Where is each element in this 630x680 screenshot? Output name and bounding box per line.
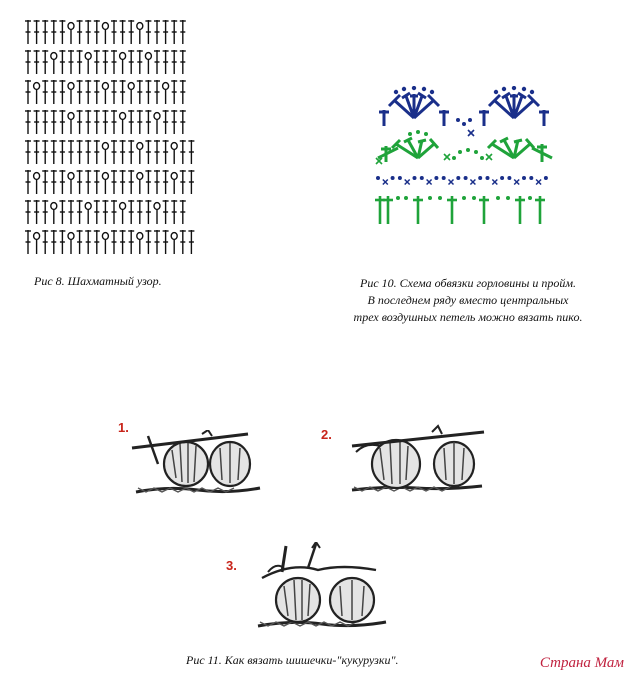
blue-chain-dot [434, 176, 438, 180]
blue-shell-right [479, 93, 549, 126]
chain-stitch-symbol [68, 83, 74, 104]
blue-shell-left [379, 93, 449, 126]
fig10-caption-line-1: Рис 10. Схема обвязки горловины и пройм. [359, 276, 577, 290]
popcorn-step-2-drawing [346, 424, 488, 496]
double-crochet-symbol [77, 50, 83, 74]
double-crochet-symbol [180, 170, 186, 194]
neckline-edging-chart [374, 86, 554, 234]
double-crochet-symbol [25, 110, 31, 134]
double-crochet-symbol [111, 140, 117, 164]
fig11-step-2-illustration [346, 424, 488, 496]
fig11-step-1-illustration [128, 430, 268, 496]
chain-stitch-symbol [34, 173, 40, 194]
popcorn-step-1-drawing [128, 430, 268, 496]
double-crochet-symbol [154, 170, 160, 194]
green-x-marks [376, 154, 492, 164]
double-crochet-symbol [85, 170, 91, 194]
double-crochet-symbol [25, 140, 31, 164]
double-crochet-symbol [51, 110, 57, 134]
double-crochet-symbol [120, 20, 126, 44]
double-crochet-symbol [163, 20, 169, 44]
blue-chain-dot [442, 176, 446, 180]
double-crochet-symbol [120, 170, 126, 194]
double-crochet-symbol [59, 170, 65, 194]
blue-chain-dot [529, 176, 533, 180]
double-crochet-symbol [25, 200, 31, 224]
blue-single-crochet-mark [405, 180, 410, 185]
fig11-caption: Рис 11. Как вязать шишечки-"кукурузки". [186, 653, 399, 667]
chessboard-pattern-chart [24, 18, 196, 258]
double-crochet-symbol [128, 230, 134, 254]
double-crochet-symbol [145, 140, 151, 164]
chain-stitch-symbol [68, 113, 74, 134]
double-crochet-symbol [25, 170, 31, 194]
double-crochet-symbol [68, 140, 74, 164]
double-crochet-symbol [111, 80, 117, 104]
double-crochet-symbol [59, 50, 65, 74]
blue-chain-dot [456, 176, 460, 180]
double-crochet-symbol [51, 80, 57, 104]
double-crochet-symbol [137, 110, 143, 134]
green-shell-left [378, 138, 438, 162]
blue-chain-dot [500, 176, 504, 180]
chain-stitch-symbol [68, 233, 74, 254]
double-crochet-symbol [94, 110, 100, 134]
chain-stitch-symbol [102, 173, 108, 194]
double-crochet-symbol [163, 110, 169, 134]
fig8-chart [24, 18, 196, 258]
chain-stitch-symbol [171, 233, 177, 254]
double-crochet-symbol [85, 230, 91, 254]
chain-stitch-symbol [85, 203, 91, 224]
double-crochet-symbol [94, 80, 100, 104]
blue-chain-dot [376, 176, 380, 180]
double-crochet-symbol [188, 140, 194, 164]
chain-stitch-symbol [34, 83, 40, 104]
double-crochet-symbol [42, 200, 48, 224]
chain-stitch-symbol [137, 23, 143, 44]
double-crochet-symbol [180, 110, 186, 134]
double-crochet-symbol [25, 50, 31, 74]
double-crochet-symbol [59, 110, 65, 134]
blue-x-marks [468, 130, 474, 136]
double-crochet-symbol [77, 200, 83, 224]
double-crochet-symbol [163, 200, 169, 224]
chain-stitch-symbol [51, 53, 57, 74]
chain-stitch-symbol [120, 203, 126, 224]
double-crochet-symbol [102, 50, 108, 74]
chain-stitch-symbol [154, 113, 160, 134]
blue-chain-dot [413, 176, 417, 180]
double-crochet-symbol [77, 110, 83, 134]
double-crochet-symbol [128, 140, 134, 164]
double-crochet-symbol [128, 170, 134, 194]
double-crochet-symbol [145, 200, 151, 224]
double-crochet-symbol [85, 140, 91, 164]
double-crochet-symbol [171, 110, 177, 134]
blue-chain-dot [544, 176, 548, 180]
double-crochet-symbol [34, 50, 40, 74]
double-crochet-symbol [42, 140, 48, 164]
double-crochet-symbol [145, 80, 151, 104]
blue-single-crochet-mark [492, 180, 497, 185]
chain-stitch-symbol [171, 173, 177, 194]
double-crochet-symbol [94, 20, 100, 44]
chain-stitch-symbol [68, 23, 74, 44]
double-crochet-symbol [77, 140, 83, 164]
double-crochet-symbol [42, 230, 48, 254]
double-crochet-symbol [77, 80, 83, 104]
double-crochet-symbol [145, 230, 151, 254]
double-crochet-symbol [42, 80, 48, 104]
double-crochet-symbol [128, 20, 134, 44]
double-crochet-symbol [77, 20, 83, 44]
double-crochet-symbol [94, 140, 100, 164]
chain-stitch-symbol [102, 23, 108, 44]
double-crochet-symbol [180, 20, 186, 44]
fig11-step-3-label: 3. [226, 558, 237, 573]
double-crochet-symbol [59, 200, 65, 224]
blue-single-crochet-mark [514, 180, 519, 185]
double-crochet-symbol [42, 170, 48, 194]
double-crochet-symbol [154, 230, 160, 254]
double-crochet-symbol [51, 140, 57, 164]
chain-stitch-symbol [120, 113, 126, 134]
double-crochet-symbol [42, 50, 48, 74]
chain-stitch-symbol [102, 143, 108, 164]
double-crochet-symbol [180, 80, 186, 104]
blue-chain-dot [486, 176, 490, 180]
double-crochet-symbol [111, 200, 117, 224]
blue-chain-dot [478, 176, 482, 180]
double-crochet-symbol [68, 200, 74, 224]
blue-chain-dot [398, 176, 402, 180]
fig11-step-1-label: 1. [118, 420, 129, 435]
chain-stitch-symbol [137, 143, 143, 164]
blue-single-crochet-mark [536, 180, 541, 185]
double-crochet-symbol [120, 140, 126, 164]
double-crochet-symbol [85, 20, 91, 44]
double-crochet-symbol [59, 140, 65, 164]
double-crochet-symbol [145, 20, 151, 44]
blue-single-crochet-mark [449, 180, 454, 185]
chain-stitch-symbol [102, 83, 108, 104]
double-crochet-symbol [154, 50, 160, 74]
double-crochet-symbol [111, 110, 117, 134]
fig11-step-2-label: 2. [321, 427, 332, 442]
chain-stitch-symbol [137, 233, 143, 254]
double-crochet-symbol [85, 110, 91, 134]
blue-single-crochet-mark [383, 180, 388, 185]
chain-stitch-symbol [85, 53, 91, 74]
double-crochet-symbol [111, 20, 117, 44]
fig11-step-3-illustration [252, 542, 390, 634]
blue-single-crochet-mark [427, 180, 432, 185]
double-crochet-symbol [94, 50, 100, 74]
double-crochet-symbol [145, 110, 151, 134]
double-crochet-symbol [25, 80, 31, 104]
double-crochet-symbol [171, 200, 177, 224]
double-crochet-symbol [137, 200, 143, 224]
double-crochet-symbol [111, 170, 117, 194]
fig10-caption [318, 275, 618, 326]
double-crochet-symbol [77, 170, 83, 194]
fig10-caption-line-3: трех воздушных петель можно вязать пико. [353, 310, 583, 324]
chain-stitch-symbol [102, 233, 108, 254]
blue-single-crochet-mark [470, 180, 475, 185]
double-crochet-symbol [171, 80, 177, 104]
double-crochet-symbol [188, 230, 194, 254]
double-crochet-symbol [85, 80, 91, 104]
double-crochet-symbol [34, 200, 40, 224]
double-crochet-symbol [34, 110, 40, 134]
chain-stitch-symbol [68, 173, 74, 194]
chain-stitch-symbol [154, 203, 160, 224]
chain-stitch-symbol [51, 203, 57, 224]
chain-stitch-symbol [163, 83, 169, 104]
double-crochet-symbol [102, 110, 108, 134]
double-crochet-symbol [154, 80, 160, 104]
double-crochet-symbol [59, 230, 65, 254]
chain-stitch-symbol [137, 173, 143, 194]
blue-chain-dot [420, 176, 424, 180]
blue-chain-dot [507, 176, 511, 180]
chain-stitch-symbol [120, 53, 126, 74]
double-crochet-symbol [94, 200, 100, 224]
double-crochet-symbol [120, 230, 126, 254]
double-crochet-symbol [188, 170, 194, 194]
chain-stitch-symbol [145, 53, 151, 74]
double-crochet-symbol [77, 230, 83, 254]
double-crochet-symbol [180, 140, 186, 164]
double-crochet-symbol [25, 230, 31, 254]
chain-stitch-symbol [128, 83, 134, 104]
double-crochet-symbol [180, 230, 186, 254]
double-crochet-symbol [59, 80, 65, 104]
double-crochet-symbol [42, 110, 48, 134]
blue-chain-dot [522, 176, 526, 180]
blue-chain-dot [391, 176, 395, 180]
double-crochet-symbol [163, 230, 169, 254]
chain-stitch-symbol [171, 143, 177, 164]
green-shell-right [488, 138, 552, 162]
fig8-caption: Рис 8. Шахматный узор. [34, 274, 162, 288]
double-crochet-symbol [111, 230, 117, 254]
double-crochet-symbol [128, 50, 134, 74]
popcorn-step-3-drawing [252, 542, 390, 634]
double-crochet-symbol [171, 20, 177, 44]
fig10-caption-line-2: В последнем ряду вместо центральных [367, 293, 569, 307]
watermark: Страна Мам [539, 655, 624, 671]
blue-foundation-row [376, 176, 548, 185]
double-crochet-symbol [51, 20, 57, 44]
double-crochet-symbol [163, 170, 169, 194]
double-crochet-symbol [128, 110, 134, 134]
double-crochet-symbol [25, 20, 31, 44]
double-crochet-symbol [34, 140, 40, 164]
double-crochet-symbol [102, 200, 108, 224]
blue-chain-dot [464, 176, 468, 180]
double-crochet-symbol [145, 170, 151, 194]
double-crochet-symbol [51, 170, 57, 194]
double-crochet-symbol [42, 20, 48, 44]
double-crochet-symbol [154, 140, 160, 164]
double-crochet-symbol [94, 230, 100, 254]
double-crochet-symbol [94, 170, 100, 194]
double-crochet-symbol [137, 50, 143, 74]
fig10-chart [374, 86, 554, 234]
double-crochet-symbol [171, 50, 177, 74]
double-crochet-symbol [68, 50, 74, 74]
double-crochet-symbol [180, 200, 186, 224]
double-crochet-symbol [128, 200, 134, 224]
chain-stitch-symbol [34, 233, 40, 254]
double-crochet-symbol [163, 140, 169, 164]
double-crochet-symbol [137, 80, 143, 104]
double-crochet-symbol [180, 50, 186, 74]
green-bottom-row [375, 196, 545, 224]
double-crochet-symbol [51, 230, 57, 254]
double-crochet-symbol [111, 50, 117, 74]
double-crochet-symbol [34, 20, 40, 44]
double-crochet-symbol [120, 80, 126, 104]
double-crochet-symbol [59, 20, 65, 44]
double-crochet-symbol [154, 20, 160, 44]
double-crochet-symbol [163, 50, 169, 74]
